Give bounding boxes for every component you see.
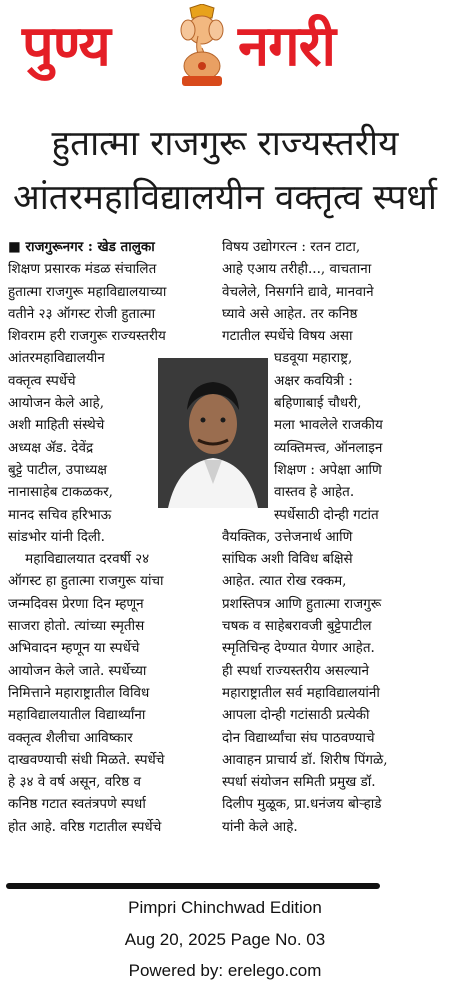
article-line: दोन विद्यार्थ्यांचा संघ पाठवण्याचे: [222, 729, 375, 746]
article-line: शिवराम हरी राजगुरू राज्यस्तरीय: [8, 328, 166, 345]
article-line: मानद सचिव हरिभाऊ: [8, 506, 112, 523]
article-line: अभिवादन म्हणून या स्पर्धेचे: [8, 640, 140, 657]
masthead-word-2: नगरी: [238, 14, 336, 79]
article-line: अशी माहिती संस्थेचे: [8, 417, 105, 434]
article-line: महाराष्ट्रातील सर्व महाविद्यालयांनी: [222, 684, 380, 701]
article-line: आहे एआय तरीही..., वाचताना: [222, 261, 372, 278]
article-line: वतीने २३ ऑगस्ट रोजी हुतात्मा: [8, 305, 156, 322]
masthead-word-1: पुण्य: [22, 14, 110, 79]
article-line: बहिणाबाई चौधरी,: [274, 395, 362, 412]
article-line: आहेत. त्यात रोख रक्कम,: [222, 573, 347, 590]
article-left-column: [8, 236, 206, 838]
article-line: घडवूया महाराष्ट्र,: [274, 350, 353, 367]
article-line: शिक्षण : अपेक्षा आणि: [274, 461, 382, 478]
article-line: वैयक्तिक, उत्तेजनार्थ आणि: [222, 528, 353, 545]
article-line: स्पर्धेसाठी दोन्ही गटांत: [274, 506, 379, 523]
edition-label: Pimpri Chinchwad Edition: [128, 898, 322, 917]
article-line: गटातील स्पर्धेचे विषय असा: [222, 328, 353, 345]
article-line: ■ राजगुरूनगर : खेड तालुका: [8, 239, 155, 255]
article-line: चषक व साहेबरावजी बुट्टेपाटील: [222, 618, 372, 635]
article-line: मला भावलेले राजकीय: [274, 417, 383, 434]
article-line: स्पर्धा संयोजन समिती प्रमुख डॉ.: [222, 774, 376, 791]
article-line: ऑगस्ट हा हुतात्मा राजगुरू यांचा: [8, 573, 164, 590]
article-line: वक्तृत्व स्पर्धेचे: [8, 372, 76, 389]
headline-line-2: आंतरमहाविद्यालयीन वक्तृत्व स्पर्धा: [12, 178, 438, 218]
article-line: कनिष्ठ गटात स्वतंत्रपणे स्पर्धा: [8, 796, 146, 813]
article-line: नानासाहेब टाकळकर,: [8, 484, 113, 501]
article-line: व्यक्तिमत्त्व, ऑनलाइन: [274, 439, 383, 456]
article-line: आयोजन केले आहे,: [8, 395, 104, 412]
headline-line-1: हुतात्मा राजगुरू राज्यस्तरीय: [51, 124, 399, 164]
article-line: आंतरमहाविद्यालयीन: [8, 350, 105, 367]
footer-divider: [6, 883, 380, 889]
article-line: सांडभोर यांनी दिली.: [8, 528, 105, 545]
article-line: जन्मदिवस प्रेरणा दिन म्हणून: [8, 595, 144, 612]
article-line: दाखवण्याची संधी मिळते. स्पर्धेचे: [8, 751, 165, 768]
article-line: ही स्पर्धा राज्यस्तरीय असल्याने: [222, 662, 370, 679]
date-page-label: Aug 20, 2025 Page No. 03: [124, 930, 326, 949]
article-line: आवाहन प्राचार्य डॉ. शिरीष पिंगळे,: [222, 751, 388, 768]
article-line: होत आहे. वरिष्ठ गटातील स्पर्धेचे: [8, 818, 162, 835]
newspaper-masthead: [0, 0, 450, 100]
article-line: हे ३४ वे वर्ष असून, वरिष्ठ व: [8, 774, 141, 791]
article-right-column: [222, 236, 444, 838]
article-line: अक्षर कवयित्री :: [274, 372, 353, 389]
article-line: महाविद्यालयातील विद्यार्थ्यांना: [8, 707, 146, 724]
article-line: घ्यावे असे आहेत. तर कनिष्ठ: [222, 305, 358, 322]
article-line: बुट्टे पाटील, उपाध्यक्ष: [8, 461, 107, 478]
article-line: विषय उद्योगरत्न : रतन टाटा,: [222, 239, 361, 255]
powered-by-label: Powered by: erelego.com: [128, 961, 322, 980]
article-line: वेचलेले, निसर्गाने द्यावे, मानवाने: [222, 283, 374, 300]
article-line: निमित्ताने महाराष्ट्रातील विविध: [8, 684, 150, 701]
article-line: शिक्षण प्रसारक मंडळ संचालित: [8, 261, 157, 278]
article-line: दिलीप मुळूक, प्रा.धनंजय बोऱ्हाडे: [222, 796, 382, 813]
article-line: यांनी केले आहे.: [222, 818, 298, 835]
article-line: महाविद्यालयात दरवर्षी २४: [8, 551, 150, 568]
ganesha-icon: [172, 4, 232, 90]
article-line: स्मृतिचिन्ह देण्यात येणार आहेत.: [222, 640, 375, 657]
article-line: हुतात्मा राजगुरू महाविद्यालयाच्या: [8, 283, 167, 300]
article-line: अध्यक्ष ॲड. देवेंद्र: [8, 439, 94, 456]
article-line: वक्तृत्व शैलीचा आविष्कार: [8, 729, 133, 746]
article-line: साजरा होतो. त्यांच्या स्मृतीस: [8, 618, 145, 635]
article-line: आपला दोन्ही गटांसाठी प्रत्येकी: [222, 707, 370, 724]
article-line: आयोजन केले जाते. स्पर्धेच्या: [8, 662, 147, 679]
article-line: प्रशस्तिपत्र आणि हुतात्मा राजगुरू: [222, 595, 382, 612]
article-line: वास्तव हे आहेत.: [274, 484, 355, 501]
article-line: सांघिक अशी विविध बक्षिसे: [222, 551, 353, 568]
